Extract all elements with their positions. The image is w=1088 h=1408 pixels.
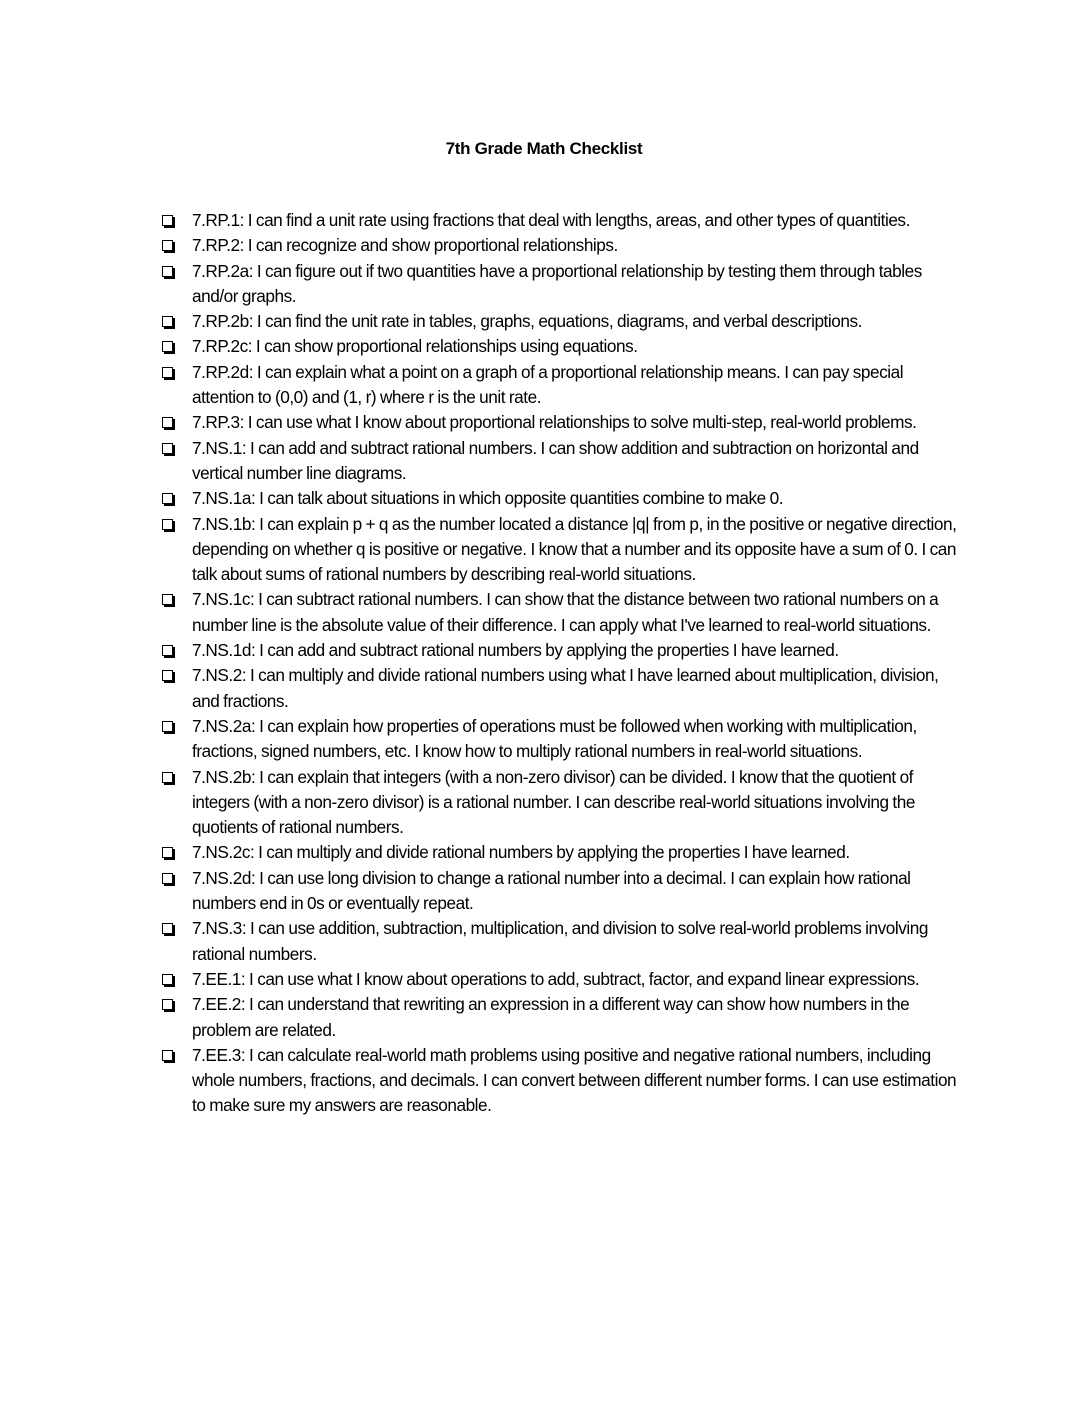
checklist-item bbox=[162, 765, 962, 841]
checkbox-icon[interactable] bbox=[162, 847, 173, 858]
checklist-item-text: 7.EE.1: I can use what I know about operations to add, subtract, factor, and expand linear expressions. bbox=[192, 968, 920, 989]
checklist-item bbox=[162, 233, 962, 258]
checklist-item-text: 7.NS.2c: I can multiply and divide rational numbers by applying the properties I have learned. bbox=[192, 842, 850, 863]
checklist-item bbox=[162, 714, 962, 765]
checklist-item bbox=[162, 334, 962, 359]
checklist-item bbox=[162, 916, 962, 967]
checklist-item-text: 7.NS.1: I can add and subtract rational numbers. I can show addition and subtraction on horizontal and vertical number line diagrams. bbox=[192, 437, 919, 483]
checklist-item bbox=[162, 1043, 962, 1119]
checklist-item-text: 7.RP.2b: I can find the unit rate in tables, graphs, equations, diagrams, and verbal descriptions. bbox=[192, 311, 862, 332]
checklist-item-text: 7.NS.1b: I can explain p + q as the number located a distance |q| from p, in the positive or negative direction, depending on whether q is positive or negative. I know that a number and its opposite have a sum of 0. I can talk about sums of rational numbers by describing real-world situations. bbox=[192, 513, 957, 585]
checklist-item bbox=[162, 840, 962, 865]
checkbox-icon[interactable] bbox=[162, 1050, 173, 1061]
checklist-item-text: 7.NS.1d: I can add and subtract rational numbers by applying the properties I have learned. bbox=[192, 640, 839, 661]
checkbox-icon[interactable] bbox=[162, 594, 173, 605]
checklist-item bbox=[162, 512, 962, 588]
checklist-item-text: 7.RP.2: I can recognize and show proportional relationships. bbox=[192, 235, 618, 256]
checklist-item bbox=[162, 259, 962, 310]
checklist-item-text: 7.RP.2a: I can figure out if two quantities have a proportional relationship by testing them through tables and/or graphs. bbox=[192, 260, 922, 306]
checklist-item bbox=[162, 486, 962, 511]
checklist-item-text: 7.NS.2a: I can explain how properties of operations must be followed when working with multiplication, fractions, signed numbers, etc. I know how to multiply rational numbers in real-world situations. bbox=[192, 715, 917, 762]
checkbox-icon[interactable] bbox=[162, 999, 173, 1010]
checklist-item bbox=[162, 638, 962, 663]
page-title: 7th Grade Math Checklist bbox=[445, 139, 643, 159]
checklist-item-text: 7.RP.3: I can use what I know about proportional relationships to solve multi-step, real-world problems. bbox=[192, 412, 917, 433]
checklist-item-text: 7.NS.2d: I can use long division to change a rational number into a decimal. I can explain how rational numbers end in 0s or eventually repeat. bbox=[192, 867, 911, 914]
checklist-item bbox=[162, 208, 962, 233]
checklist-item bbox=[162, 360, 962, 411]
checklist-item-text: 7.NS.1c: I can subtract rational numbers. I can show that the distance between two rational numbers on a number line is the absolute value of their difference. I can apply what I've learned to real-world situations. bbox=[192, 589, 939, 635]
checklist bbox=[162, 208, 962, 1119]
checkbox-icon[interactable] bbox=[162, 266, 173, 277]
checklist-item-text: 7.NS.1a: I can talk about situations in which opposite quantities combine to make 0. bbox=[192, 488, 784, 509]
checklist-item bbox=[162, 967, 962, 992]
checkbox-icon[interactable] bbox=[162, 873, 173, 884]
checkbox-icon[interactable] bbox=[162, 240, 173, 251]
checkbox-icon[interactable] bbox=[162, 443, 173, 454]
checklist-item-text: 7.NS.2b: I can explain that integers (with a non-zero divisor) can be divided. I know that the quotient of integers (with a non-zero divisor) is a rational number. I can describe real-world situations involving the quotients of rational numbers. bbox=[192, 766, 915, 838]
checklist-item bbox=[162, 992, 962, 1043]
checkbox-icon[interactable] bbox=[162, 493, 173, 504]
checklist-item bbox=[162, 309, 962, 334]
checklist-item-text: 7.NS.2: I can multiply and divide rational numbers using what I have learned about multiplication, division, and fractions. bbox=[192, 665, 939, 711]
checklist-item bbox=[162, 410, 962, 435]
checkbox-icon[interactable] bbox=[162, 215, 173, 226]
checklist-item-text: 7.NS.3: I can use addition, subtraction, multiplication, and division to solve real-world problems involving rational numbers. bbox=[192, 918, 928, 964]
checklist-item bbox=[162, 866, 962, 917]
checklist-item-text: 7.RP.1: I can find a unit rate using fractions that deal with lengths, areas, and other types of quantities. bbox=[192, 210, 910, 230]
checkbox-icon[interactable] bbox=[162, 721, 173, 732]
checkbox-icon[interactable] bbox=[162, 316, 173, 327]
checkbox-icon[interactable] bbox=[162, 367, 173, 378]
checkbox-icon[interactable] bbox=[162, 772, 173, 783]
checkbox-icon[interactable] bbox=[162, 519, 173, 530]
checklist-item bbox=[162, 663, 962, 714]
checklist-item-text: 7.RP.2c: I can show proportional relationships using equations. bbox=[192, 336, 638, 357]
checklist-item bbox=[162, 436, 962, 487]
checklist-item-text: 7.EE.2: I can understand that rewriting an expression in a different way can show how numbers in the problem are related. bbox=[192, 994, 910, 1040]
checklist-item bbox=[162, 587, 962, 638]
checkbox-icon[interactable] bbox=[162, 645, 173, 656]
checkbox-icon[interactable] bbox=[162, 974, 173, 985]
checkbox-icon[interactable] bbox=[162, 670, 173, 681]
checklist-item-text: 7.RP.2d: I can explain what a point on a graph of a proportional relationship means. I can pay special attention to (0,0) and (1, r) where r is the unit rate. bbox=[192, 361, 904, 408]
checkbox-icon[interactable] bbox=[162, 341, 173, 352]
checkbox-icon[interactable] bbox=[162, 923, 173, 934]
checkbox-icon[interactable] bbox=[162, 417, 173, 428]
checklist-item-text: 7.EE.3: I can calculate real-world math problems using positive and negative rational numbers, including whole numbers, fractions, and decimals. I can convert between different number forms. I can use estimation to make sure my answers are reasonable. bbox=[192, 1044, 957, 1116]
